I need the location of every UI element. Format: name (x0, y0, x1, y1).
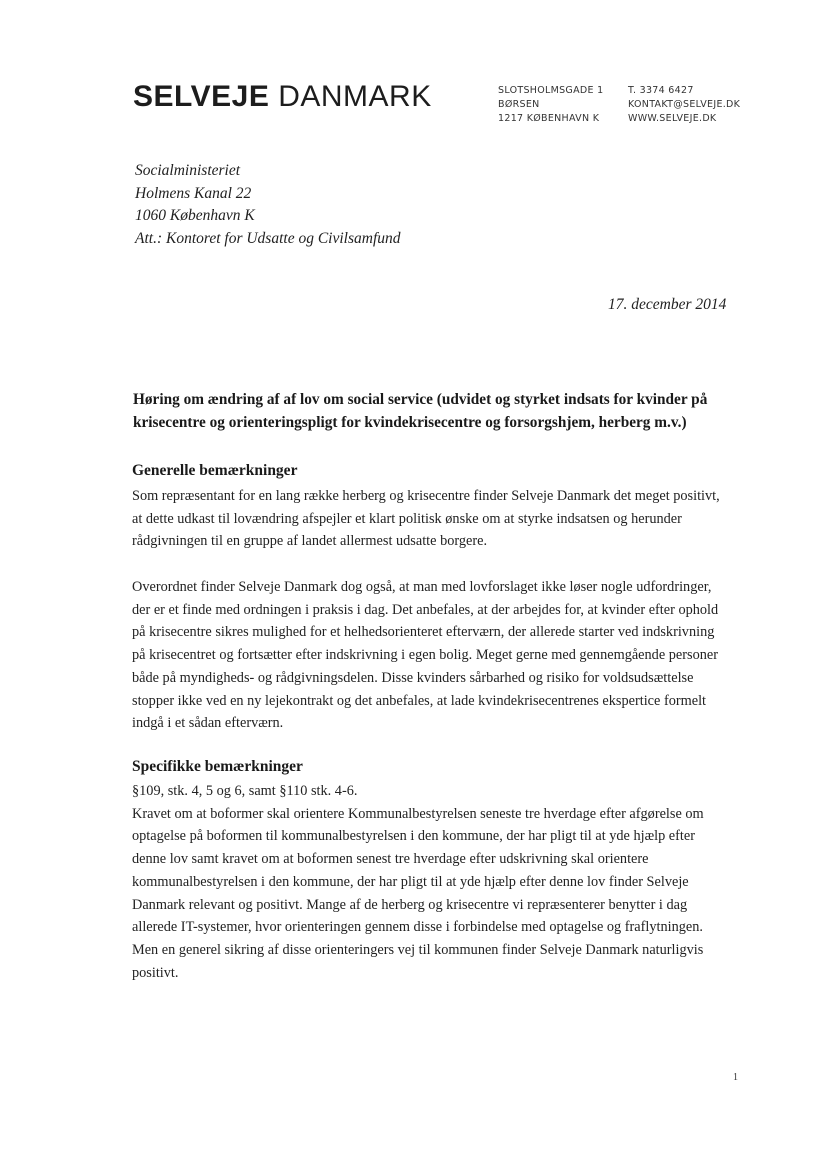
text-line: optagelse på boformen til kommunalbestyrelsen i den kommune, der har pligt til at yde hjælp efter (132, 828, 695, 845)
contact-phone: T. 3374 6427 (628, 85, 694, 96)
text-line: stopper ikke ved en ny lejekontrakt og det anbefales, at lade kvindekrisecentrenes ekspertice formelt (132, 692, 707, 709)
text-line: på krisecentret og fortsætter efter indskrivning i egen bolig. Meget gerne med gennemgående personer (132, 647, 718, 664)
specific-remarks-heading: Specifikke bemærkninger (132, 758, 303, 775)
text-line: Men en generel sikring af disse orienteringers vej til kommunen finder Selveje Danmark naturligvis (132, 941, 704, 958)
address-line: BØRSEN (498, 99, 540, 110)
address-line: SLOTSHOLMSGADE 1 (498, 85, 604, 96)
text-line: at dette udkast til lovændring afspejler et klart politisk ønske om at styrke indsatsen og herunder (132, 510, 682, 527)
text-line: denne lov samt kravet om at boformen senest tre hverdage efter udskrivning skal orientere (132, 851, 649, 868)
text-line: Overordnet finder Selveje Danmark dog også, at man med lovforslaget ikke løser nogle udfordringer, (132, 579, 712, 595)
page-number: 1 (733, 1072, 738, 1083)
letterhead-contact (628, 84, 740, 126)
text-line: Kravet om at boformer skal orientere Kommunalbestyrelsen seneste tre hverdage efter afgørelse om (132, 805, 704, 822)
general-paragraph-1 (132, 485, 772, 553)
letter-date: 17. december 2014 (608, 296, 727, 313)
text-line: indgå i et sådan efterværn. (132, 715, 284, 732)
logo-brand-light: DANMARK (278, 80, 432, 113)
recipient-line: Att.: Kontoret for Udsatte og Civilsamfund (135, 229, 401, 247)
text-line: allerede IT-systemer, hvor orienteringen gennem disse i forbindelse med optagelse og fraflytningen. (132, 919, 703, 936)
text-line: rådgivningen til en gruppe af landet allermest udsatte borgere. (132, 533, 488, 550)
recipient-line: Socialministeriet (135, 162, 241, 179)
logo-brand-bold: SELVEJE (133, 80, 270, 113)
text-line: der er et finde med ordningen i praksis i dag. Det anbefales, at der arbejdes for, at kvinder efter ophold (132, 601, 719, 618)
contact-website[interactable]: WWW.SELVEJE.DK (628, 113, 717, 124)
general-paragraph-2 (132, 576, 772, 735)
recipient-line: 1060 København K (135, 207, 255, 224)
letter-subject: Høring om ændring af af lov om social service (udvidet og styrket indsats for kvinder på krisecentre og orienteringspligt for kvindekrisecentre og forsorgshjem, herberg m.v.) (133, 391, 708, 431)
letterhead-address (498, 84, 603, 126)
selveje-danmark-logo (133, 80, 432, 114)
text-line: §109, stk. 4, 5 og 6, samt §110 stk. 4-6. (132, 783, 358, 799)
text-line: både på myndigheds- og rådgivningsdelen. Disse kvinders sårbarhed og risiko for voldsudsættelse (132, 669, 694, 686)
text-line: Danmark relevant og positivt. Mange af de herberg og krisecentre vi repræsenterer benytter i dag (132, 896, 688, 913)
text-line: kommunalbestyrelsen i den kommune, der har pligt til at yde hjælp efter denne lov finder Selveje (132, 873, 689, 890)
text-line: positivt. (132, 964, 179, 981)
text-line: på krisecentre sikres mulighed for et helhedsorienteret efterværn, der allerede starter ved indskrivning (132, 624, 715, 641)
address-line: 1217 KØBENHAVN K (498, 113, 600, 124)
contact-email[interactable]: KONTAKT@SELVEJE.DK (628, 99, 741, 110)
text-line: Som repræsentant for en lang række herberg og krisecentre finder Selveje Danmark det meget positivt, (132, 488, 720, 504)
specific-paragraph (132, 780, 772, 984)
recipient-address (135, 160, 401, 250)
general-remarks-heading: Generelle bemærkninger (132, 462, 298, 479)
recipient-line: Holmens Kanal 22 (135, 184, 252, 202)
